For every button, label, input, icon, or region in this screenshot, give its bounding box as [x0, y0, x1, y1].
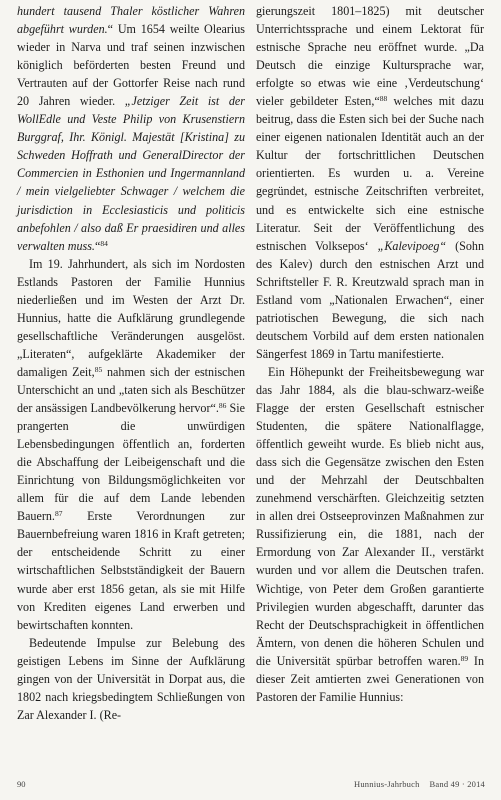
body-text: gierungszeit 1801–1825) mit deutscher Unterrichtssprache und einem Lektorat für estnische Sprache neu eröffnet wurde. „Da Deutsch die einzige Kultursprache war, erfolgte so etwas wie eine ‚Verdeutschung‘ vieler gebildeter Esten,“: [256, 4, 484, 109]
body-text: welches mit dazu beitrug, dass die Esten sich bei der Suche nach einer eigenen nationalen Identität auch an der Kultur der fortschrittlichen Deutschen orientierten. Es wurden u. a. Vereine gegründet, estnische Zeitschriften verbreitet, und es entwickelte sich eine estnische Literatur. Seit der Veröffentlichung des estnischen Volksepos‘: [256, 94, 484, 253]
body-text: In dieser Zeit amtierten zwei Generationen von Pastoren der Familie Hunnius:: [256, 653, 484, 704]
body-text: Um 1654 weilte Olearius wieder in Narva und traf seinen inzwischen königlich beförderten besten Freund und Vertrauten auf der Gottorfer Reise nach rund 20 Jahren wieder.: [17, 22, 245, 109]
journal-title: Hunnius-Jahrbuch: [354, 779, 420, 789]
body-text: (Sohn des Kalev) durch den estnischen Arzt und Schriftsteller F. R. Kreutzwald sprach man in Estland vom „Nationalen Erwachen“, einer patriotischen Bewegung, die sich nach deutschem Vorbild auf dem ersten nationalen Sängerfest 1869 in Tartu manifestierte.: [256, 238, 484, 361]
footnote-ref: 89: [460, 653, 469, 663]
page-number: 90: [17, 779, 26, 789]
body-text: Erste Verordnungen zur Bauernbefreiung waren 1816 in Kraft getreten; der entscheidende Schritt zu einer wirtschaftlichen Selbstständigkeit der Bauern wurde aber erst 1856 getan, als sie mit Hilfe von Krediten eigenes Land erwerben und bewirtschaften konnten.: [17, 509, 245, 632]
quote-text: „Jetziger Zeit ist der WollEdle und Veste Philip von Krusenstiern Burggraf, Ihr. Königl. Majestät [Kristina] zu Schweden Hoffrath und GeneralDirector der Commercien in Esthonien und Ingermannland / mein vielgeliebter Schwager / welchem die jurisdiction in Ecclesiasticis und politicis anbefohlen / also daß Er praesidiren und alles verwalten muss.: [17, 94, 245, 253]
quote-close: “: [107, 22, 114, 37]
paragraph-university: [17, 634, 245, 724]
quote-text: hundert tausend Thaler köstlicher Wahren abgeführt wurden.: [17, 4, 245, 37]
body-text: Bedeutende Impulse zur Belebung des geistigen Lebens im Sinne der Aufklärung gingen von der Universität in Dorpat aus, die 1802 nach kriegsbedingtem Schließungen von Zar Alexander I. (Re-: [17, 635, 245, 722]
footnote-ref: 85: [94, 364, 103, 374]
paragraph-russification: [256, 363, 484, 706]
footnote-ref: 88: [379, 94, 388, 104]
body-text: Im 19. Jahrhundert, als sich im Nordosten Estlands Pastoren der Familie Hunnius niederließen und im Westen der Arzt Dr. Hunnius, hatte die Aufklärung grundlegende gesellschaftliche Veränderungen ausgelöst. „Literaten“, aufgeklärte Akademiker der damaligen Zeit,: [17, 256, 245, 379]
footnote-ref: 84: [100, 238, 108, 248]
quote-close: “: [94, 238, 101, 253]
volume-info: Band 49 · 2014: [429, 779, 485, 789]
body-text: Ein Höhepunkt der Freiheitsbewegung war das Jahr 1884, als die blau-schwarz-weiße Flagge der ersten Gesellschaft estnischer Studenten, die spätere Nationalflagge, öffentlich geweiht wurde. Es blieb nicht aus, dass sich die Gegensätze zwischen den Esten und der Mehrzahl der Deutschbalten zunehmend verschärften. Gleichzeitig setzten in allen drei Ostseeprovinzen Maßnahmen zur Russifizierung ein, die 1881, nach der Ermordung von Zar Alexander II., verstärkt wurden und vor allem die Deutschen trafen. Wichtige, von Peter dem Großen garantierte Privilegien wurden abgeschafft, darunter das Recht der Deutschsprachigkeit in öffentlichen Ämtern, von denen die höheren Schulen und die Universität spürbar betroffen waren.: [256, 364, 484, 668]
body-text: Sie prangerten die unwürdigen Lebensbedingungen öffentlich an, forderten die Abschaffung der Leibeigenschaft und die Einrichtung von Bildungsmöglichkeiten vor allem für die auf dem Lande lebenden Bauern.: [17, 401, 245, 524]
paragraph-quote-olearius: [17, 2, 245, 255]
footnote-ref: 86: [218, 401, 227, 411]
paragraph-19th-century: [17, 255, 245, 634]
left-column: [17, 2, 245, 724]
paragraph-national-awakening: [256, 2, 484, 363]
footnote-ref: 87: [54, 509, 63, 519]
running-footer: [354, 777, 485, 791]
body-text: nahmen sich der estnischen Unterschicht an und „taten sich als Beschützer der ansässigen Landbevölkerung hervor“.: [17, 364, 245, 416]
page-footer: [17, 777, 485, 791]
right-column: [256, 2, 484, 706]
epic-title: „Kalevipoeg“: [377, 238, 447, 253]
